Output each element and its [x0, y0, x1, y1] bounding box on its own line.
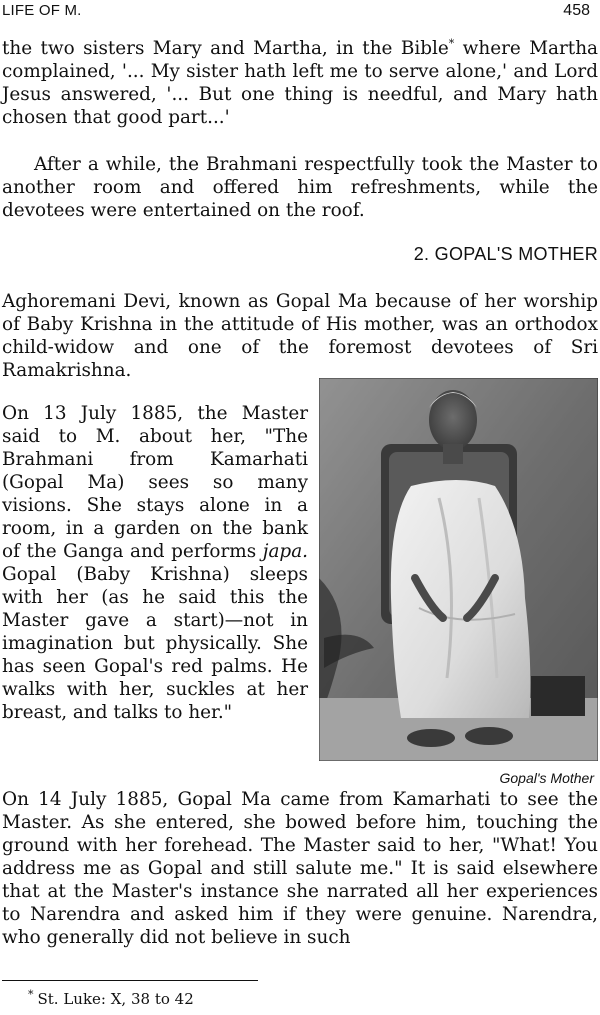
photo-caption: Gopal's Mother: [499, 770, 594, 786]
paragraph-refreshments: After a while, the Brahmani respectfully took the Master to another room and offered him refreshments, while the devotees were entertained on the roof.: [2, 154, 598, 221]
footnote-mark: *: [28, 988, 34, 1001]
gopal-mother-photo: [319, 378, 598, 761]
italic-term-japa: japa.: [262, 541, 308, 562]
footnote-divider: [2, 980, 258, 981]
section-heading: 2. GOPAL'S MOTHER: [413, 244, 598, 264]
page-number: 458: [563, 2, 590, 19]
paragraph-text: the two sisters Mary and Martha, in the Bible: [2, 38, 449, 59]
paragraph-gopal-ma-visit: On 14 July 1885, Gopal Ma came from Kamarhati to see the Master. As she entered, she bowed before him, touching the ground with her forehead. The Master said to her, "What! You address me as Gopal and still salute me." It is said elsewhere that at the Master's instance she narrated all her experiences to Narendra and asked him if they were genuine. Narendra, who generally did not believe in such: [2, 789, 598, 948]
paragraph-text: Gopal (Baby Krishna) sleeps with her (as he said this the Master gave a start)—not in imagination but physically. She has seen Gopal's red palms. He walks with her, suckles at her breast, and talks to her.": [2, 564, 308, 723]
footnote-text: St. Luke: X, 38 to 42: [37, 990, 194, 1008]
running-title: LIFE OF M.: [2, 2, 82, 19]
footnote-reference[interactable]: *: [448, 36, 455, 50]
paragraph-text: where Martha complained, '... My sister hath left me to serve alone,' and Lord Jesus answered, '... But one thing is needful, and Mary hath chosen that good part...': [2, 38, 598, 128]
page-header: [2, 2, 598, 24]
footnote: [28, 990, 194, 1008]
paragraph-martha-mary: [2, 37, 598, 129]
paragraph-text: On 13 July 1885, the Master said to M. about her, "The Brahmani from Kamarhati (Gopal Ma) sees so many visions. She stays alone in a room, in a garden on the bank of the Ganga and performs: [2, 403, 308, 562]
paragraph-master-quote: [2, 402, 308, 724]
paragraph-aghoremani-intro: Aghoremani Devi, known as Gopal Ma because of her worship of Baby Krishna in the attitude of His mother, was an orthodox child-widow and one of the foremost devotees of Sri Ramakrishna.: [2, 291, 598, 381]
